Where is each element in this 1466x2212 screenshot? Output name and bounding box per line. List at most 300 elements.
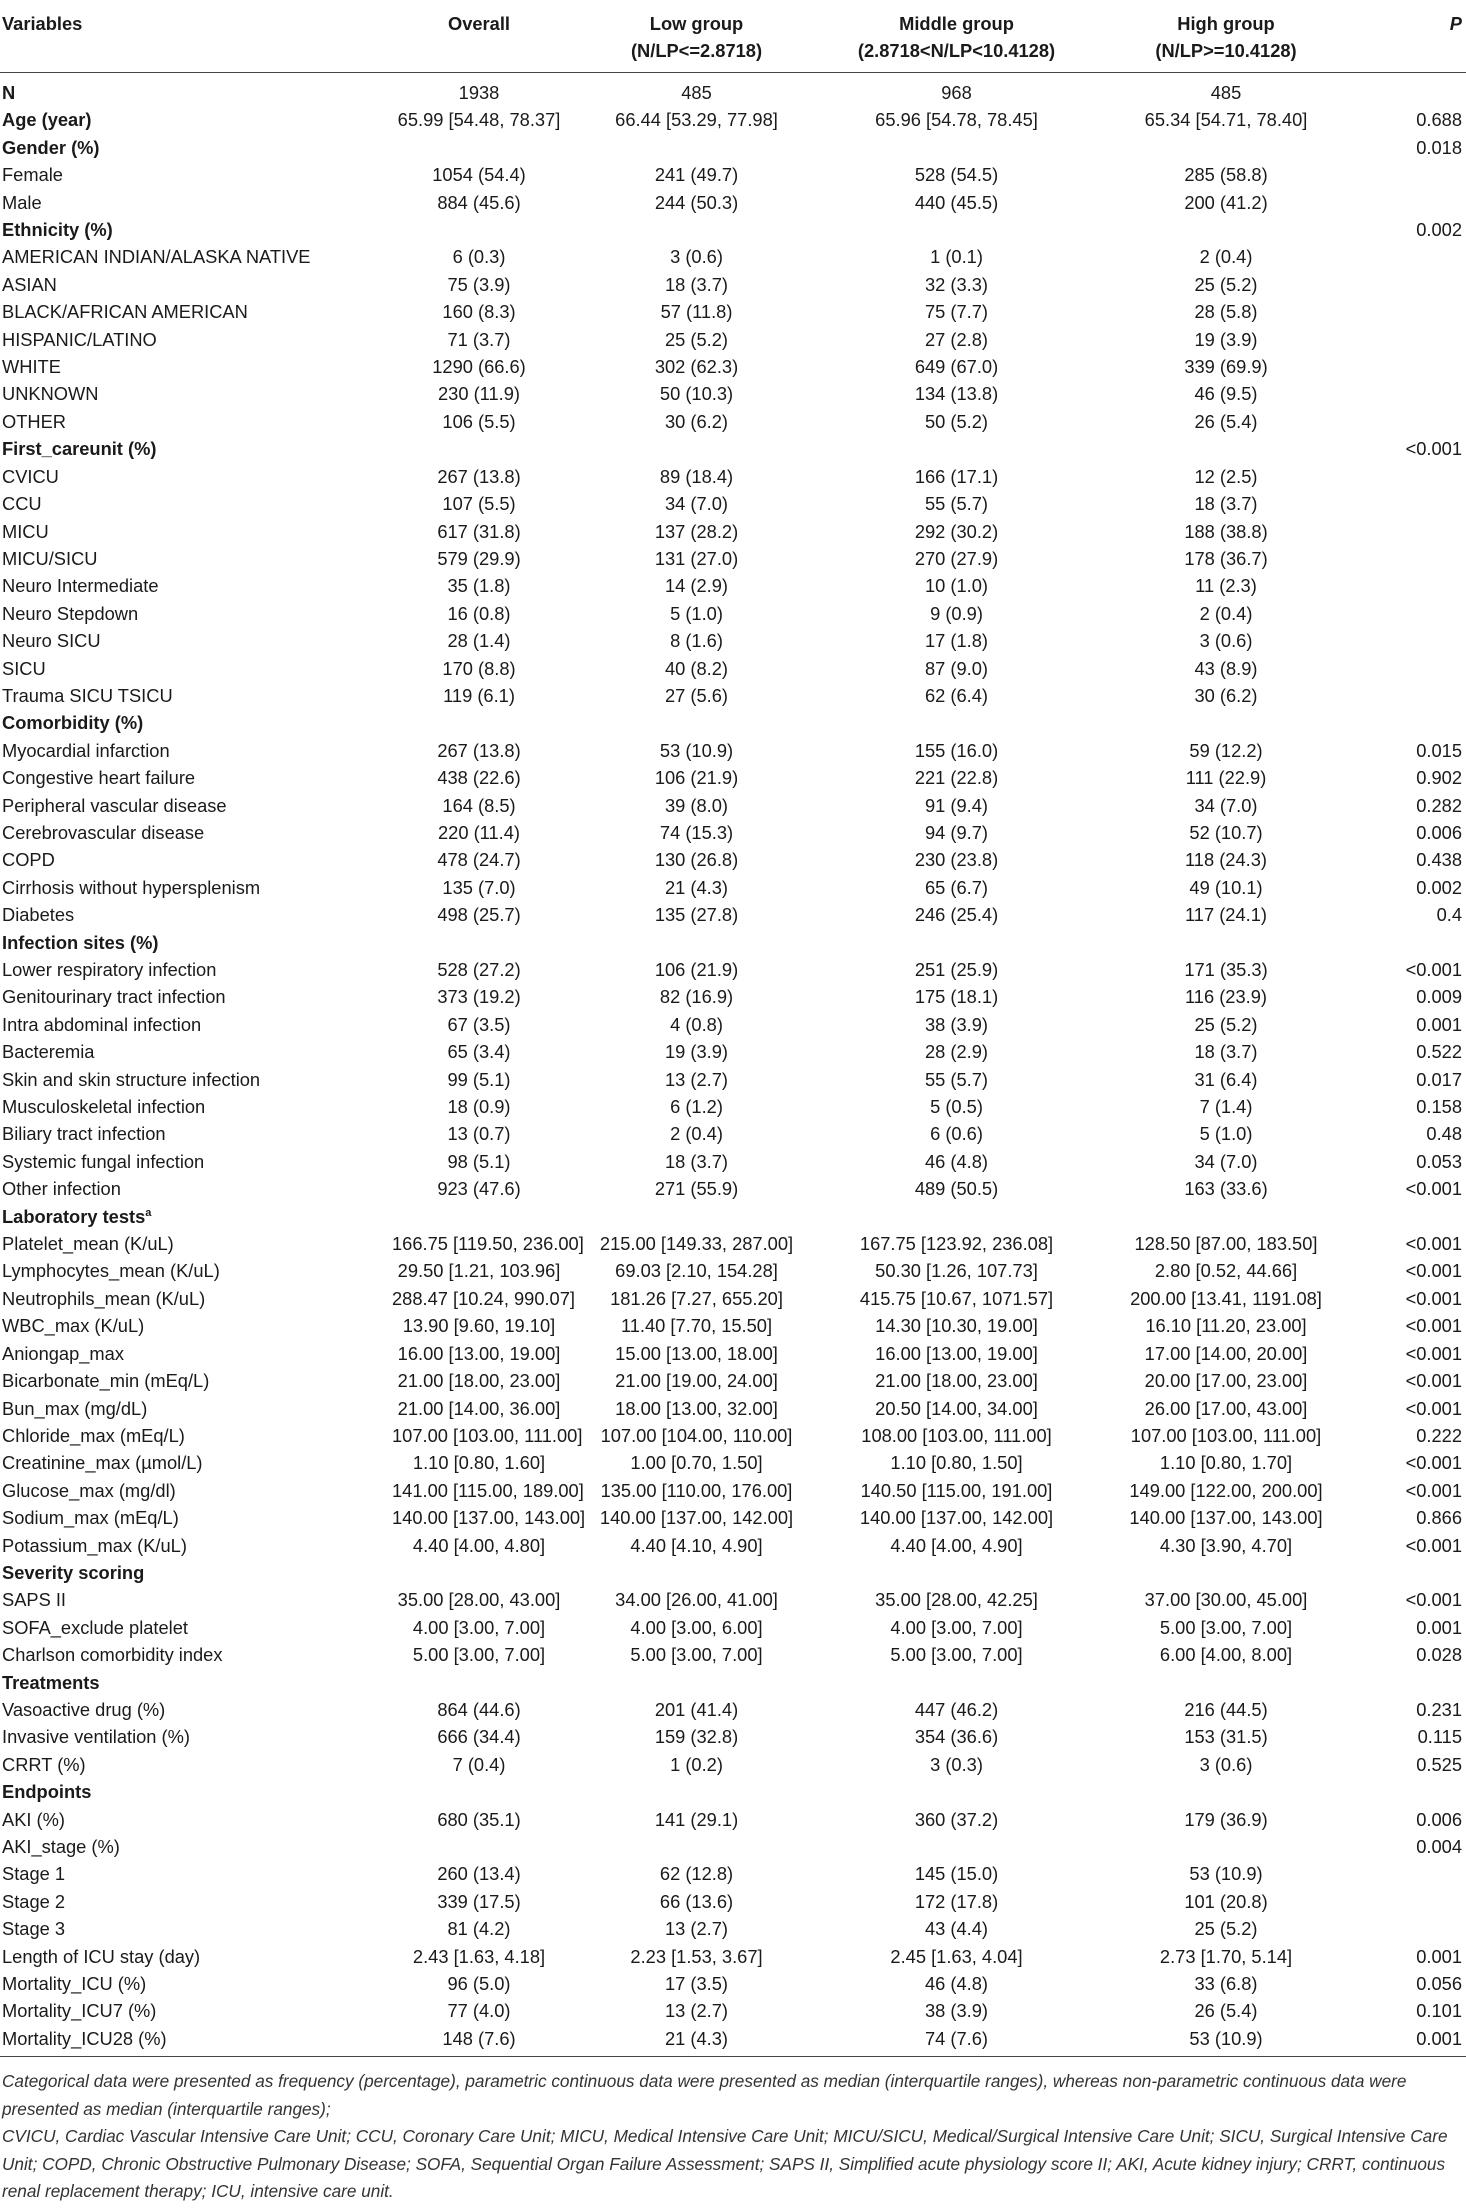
row-label: Neuro Intermediate	[2, 575, 159, 597]
cell-low-group: 302 (62.3)	[654, 356, 739, 378]
table-row	[0, 600, 1466, 627]
cell-overall: 267 (13.8)	[437, 465, 521, 487]
cell-high-group: 33 (6.8)	[1194, 1973, 1258, 1995]
cell-overall: 260 (13.4)	[437, 1863, 521, 1885]
cell-low-group: 15.00 [13.00, 18.00]	[615, 1342, 778, 1364]
cell-p-value	[1366, 243, 1466, 270]
cell-p-value: 0.018	[1416, 136, 1462, 158]
row-label: Trauma SICU TSICU	[2, 684, 173, 706]
cell-high-group	[1086, 435, 1366, 462]
cell-overall: 864 (44.6)	[437, 1698, 521, 1720]
cell-low-group: 66 (13.6)	[659, 1890, 734, 1912]
table-row	[0, 298, 1466, 325]
cell-overall	[392, 1833, 566, 1860]
cell-overall: 7 (0.4)	[452, 1753, 506, 1775]
cell-overall: 1290 (66.6)	[432, 356, 526, 378]
table-row	[0, 846, 1466, 873]
cell-p-value	[1366, 1669, 1466, 1696]
cell-low-group: 140.00 [137.00, 142.00]	[599, 1507, 794, 1529]
cell-middle-group: 5 (0.5)	[930, 1096, 983, 1118]
cell-overall: 140.00 [137.00, 143.00]	[392, 1507, 586, 1529]
row-label: Sodium_max (mEq/L)	[2, 1507, 179, 1529]
cell-middle-group: 251 (25.9)	[914, 959, 999, 980]
cell-overall: 923 (47.6)	[437, 1178, 521, 1200]
cell-middle-group: 32 (3.3)	[924, 273, 988, 295]
table-row	[0, 1285, 1466, 1312]
cell-overall: 81 (4.2)	[447, 1918, 511, 1940]
table-row	[0, 956, 1466, 983]
cell-p-value: 0.004	[1416, 1836, 1462, 1857]
table-row	[0, 901, 1466, 928]
cell-low-group: 89 (18.4)	[659, 465, 734, 487]
cell-high-group: 200 (41.2)	[1184, 191, 1268, 213]
cell-low-group: 141 (29.1)	[654, 1808, 739, 1830]
cell-low-group: 106 (21.9)	[654, 767, 739, 789]
cell-p-value: 0.4	[1436, 904, 1462, 926]
row-label: Congestive heart failure	[2, 767, 196, 789]
cell-middle-group: 9 (0.9)	[930, 602, 983, 624]
cell-overall	[392, 134, 566, 161]
cell-p-value: <0.001	[1405, 1589, 1462, 1611]
cell-low-group: 135.00 [110.00, 176.00]	[600, 1479, 793, 1501]
row-label: Stage 2	[2, 1890, 66, 1912]
cell-low-group	[566, 1833, 827, 1860]
cell-p-value	[1366, 463, 1466, 490]
cell-high-group: 2.80 [0.52, 44.66]	[1154, 1260, 1298, 1282]
cell-overall: 680 (35.1)	[437, 1808, 521, 1830]
cell-low-group: 50 (10.3)	[659, 383, 734, 405]
cell-overall: 498 (25.7)	[437, 904, 521, 926]
row-label: Cerebrovascular disease	[2, 821, 205, 843]
cell-overall: 220 (11.4)	[438, 821, 520, 843]
row-label: Endpoints	[2, 1781, 92, 1803]
cell-middle-group: 6 (0.6)	[930, 1123, 983, 1145]
header-variables: Variables	[0, 0, 392, 73]
cell-p-value	[1366, 73, 1466, 107]
table-row	[0, 243, 1466, 270]
footnote-abbreviations: CVICU, Cardiac Vascular Intensive Care Unit; CCU, Coronary Care Unit; MICU, Medical Intensive Care Unit; MICU/SICU, Medical/Surgical Intensive Care Unit; SICU, Surgical Intensive Care Unit; COPD, Chronic Obstructive Pulmonary Disease; SOFA, Sequential Organ Failure Assessment; SAPS II, Simplified acute physiology score II; AKI, Acute kidney injury; CRRT, continuous renal replacement therapy; ICU, intensive care unit.	[2, 2126, 1448, 2201]
row-label: UNKNOWN	[2, 383, 99, 405]
cell-middle-group	[827, 216, 1086, 243]
table-row	[0, 353, 1466, 380]
cell-low-group: 30 (6.2)	[664, 410, 728, 432]
cell-middle-group: 65.96 [54.78, 78.45]	[875, 109, 1038, 131]
cell-overall: 4.40 [4.00, 4.80]	[412, 1534, 546, 1556]
cell-high-group	[1086, 1559, 1366, 1586]
cell-low-group: 159 (32.8)	[654, 1726, 739, 1748]
cell-high-group: 171 (35.3)	[1184, 959, 1268, 980]
cell-middle-group: 75 (7.7)	[924, 301, 988, 323]
cell-low-group: 18 (3.7)	[664, 1150, 728, 1172]
cell-p-value: <0.001	[1405, 1534, 1462, 1556]
cell-middle-group	[827, 435, 1086, 462]
table-row	[0, 545, 1466, 572]
cell-high-group: 200.00 [13.41, 1191.08]	[1130, 1287, 1322, 1309]
cell-middle-group: 447 (46.2)	[914, 1698, 999, 1720]
table-row	[0, 1641, 1466, 1668]
cell-overall: 29.50 [1.21, 103.96]	[397, 1260, 561, 1282]
row-label: Aniongap_max	[2, 1342, 124, 1364]
table-row	[0, 929, 1466, 956]
table-row	[0, 134, 1466, 161]
cell-middle-group	[827, 1669, 1086, 1696]
row-label: Laboratory tests$^a$	[2, 1205, 152, 1227]
row-label: Chloride_max (mEq/L)	[2, 1424, 185, 1446]
cell-high-group: 153 (31.5)	[1184, 1726, 1268, 1748]
cell-high-group	[1086, 929, 1366, 956]
row-label: AKI (%)	[2, 1808, 65, 1830]
cell-low-group: 25 (5.2)	[664, 328, 728, 350]
row-label: N	[2, 82, 16, 103]
cell-low-group: 69.03 [2.10, 154.28]	[615, 1260, 778, 1282]
table-row	[0, 1751, 1466, 1778]
cell-high-group: 59 (12.2)	[1189, 739, 1263, 761]
cell-low-group: 1 (0.2)	[670, 1753, 723, 1775]
cell-p-value: 0.053	[1416, 1150, 1462, 1172]
row-label: Musculoskeletal infection	[2, 1096, 206, 1118]
cell-p-value	[1366, 1203, 1466, 1230]
cell-p-value: 0.866	[1416, 1507, 1462, 1529]
table-row	[0, 627, 1466, 654]
cell-middle-group: 46 (4.8)	[924, 1973, 988, 1995]
cell-middle-group: 28 (2.9)	[924, 1041, 988, 1063]
table-row	[0, 1449, 1466, 1476]
row-label: MICU	[2, 520, 49, 542]
table-row	[0, 1806, 1466, 1833]
cell-middle-group: 649 (67.0)	[914, 356, 999, 378]
row-label: Biliary tract infection	[2, 1123, 166, 1145]
cell-overall: 164 (8.5)	[442, 794, 516, 816]
row-label: HISPANIC/LATINO	[2, 328, 157, 350]
table-row	[0, 106, 1466, 133]
cell-low-group: 4.40 [4.10, 4.90]	[630, 1534, 763, 1556]
cell-low-group: 4.00 [3.00, 6.00]	[630, 1616, 763, 1638]
header-p-value: P	[1366, 0, 1466, 73]
table-row	[0, 1367, 1466, 1394]
cell-overall	[392, 1669, 566, 1696]
row-label: Systemic fungal infection	[2, 1150, 205, 1172]
table-row	[0, 1120, 1466, 1147]
cell-middle-group	[827, 1778, 1086, 1805]
cell-high-group: 11 (2.3)	[1195, 575, 1257, 597]
cell-overall: 96 (5.0)	[447, 1973, 511, 1995]
table-row	[0, 161, 1466, 188]
table-row	[0, 435, 1466, 462]
table-row	[0, 1970, 1466, 1997]
row-label: COPD	[2, 849, 55, 871]
cell-p-value: 0.282	[1416, 794, 1462, 816]
table-row	[0, 1340, 1466, 1367]
row-label: WBC_max (K/uL)	[2, 1315, 145, 1337]
cell-high-group: 5 (1.0)	[1199, 1123, 1253, 1145]
cell-high-group: 28 (5.8)	[1194, 301, 1258, 323]
cell-middle-group: 440 (45.5)	[914, 191, 999, 213]
cell-low-group	[566, 1669, 827, 1696]
cell-overall: 75 (3.9)	[447, 273, 511, 295]
table-row	[0, 1093, 1466, 1120]
cell-low-group: 6 (1.2)	[670, 1096, 723, 1118]
cell-high-group: 26 (5.4)	[1194, 2000, 1258, 2022]
cell-high-group: 18 (3.7)	[1194, 493, 1258, 515]
row-label: ASIAN	[2, 273, 57, 295]
row-label: Glucose_max (mg/dl)	[2, 1479, 176, 1501]
cell-p-value: <0.001	[1405, 1287, 1462, 1309]
row-label: Stage 1	[2, 1863, 66, 1885]
row-label: Infection sites (%)	[2, 931, 159, 953]
cell-middle-group: 415.75 [10.67, 1071.57]	[859, 1287, 1054, 1309]
cell-p-value: 0.158	[1416, 1096, 1462, 1118]
cell-low-group: 2.23 [1.53, 3.67]	[630, 1945, 763, 1967]
cell-high-group: 485	[1210, 82, 1242, 103]
cell-overall: 166.75 [119.50, 236.00]	[392, 1233, 584, 1255]
cell-low-group: 106 (21.9)	[654, 959, 739, 980]
cell-high-group: 19 (3.9)	[1194, 328, 1258, 350]
cell-overall: 160 (8.3)	[442, 301, 516, 323]
cell-low-group: 5.00 [3.00, 7.00]	[630, 1644, 763, 1666]
cell-low-group: 82 (16.9)	[659, 986, 734, 1008]
cell-middle-group: 134 (13.8)	[914, 383, 999, 405]
cell-low-group: 34.00 [26.00, 41.00]	[615, 1589, 778, 1611]
cell-low-group: 485	[681, 82, 712, 103]
cell-middle-group: 172 (17.8)	[914, 1890, 999, 1912]
cell-high-group: 101 (20.8)	[1184, 1890, 1268, 1912]
cell-middle-group: 167.75 [123.92, 236.08]	[859, 1233, 1054, 1255]
cell-overall: 2.43 [1.63, 4.18]	[412, 1945, 546, 1967]
cell-middle-group: 62 (6.4)	[924, 684, 988, 706]
cell-middle-group: 528 (54.5)	[914, 164, 999, 186]
cell-high-group: 128.50 [87.00, 183.50]	[1134, 1233, 1318, 1255]
row-label: Other infection	[2, 1178, 121, 1200]
cell-overall: 373 (19.2)	[437, 986, 521, 1008]
cell-high-group: 107.00 [103.00, 111.00]	[1130, 1424, 1322, 1446]
cell-middle-group: 230 (23.8)	[914, 849, 999, 871]
cell-middle-group: 108.00 [103.00, 111.00]	[861, 1424, 1052, 1446]
cell-p-value: <0.001	[1405, 1370, 1462, 1392]
table-row	[0, 1504, 1466, 1531]
cell-high-group: 216 (44.5)	[1184, 1698, 1268, 1720]
cell-low-group: 8 (1.6)	[670, 630, 723, 652]
cell-p-value	[1366, 1778, 1466, 1805]
cell-p-value: 0.002	[1416, 876, 1462, 898]
cell-p-value	[1366, 189, 1466, 216]
cell-high-group: 140.00 [137.00, 143.00]	[1129, 1507, 1323, 1529]
cell-overall: 135 (7.0)	[442, 876, 516, 898]
cell-low-group: 13 (2.7)	[664, 1068, 728, 1090]
cell-p-value: 0.015	[1416, 739, 1462, 761]
table-row	[0, 1833, 1466, 1860]
cell-middle-group: 10 (1.0)	[924, 575, 988, 597]
row-label: Neutrophils_mean (K/uL)	[2, 1287, 206, 1309]
cell-p-value: 0.101	[1416, 2000, 1462, 2022]
cell-overall	[392, 216, 566, 243]
cell-p-value	[1366, 353, 1466, 380]
cell-overall: 16.00 [13.00, 19.00]	[397, 1342, 561, 1364]
cell-low-group: 241 (49.7)	[654, 164, 739, 186]
cell-p-value	[1366, 1888, 1466, 1915]
table-row	[0, 1011, 1466, 1038]
table-row	[0, 682, 1466, 709]
cell-overall: 119 (6.1)	[443, 684, 515, 706]
table-row	[0, 1257, 1466, 1284]
cell-middle-group: 140.50 [115.00, 191.00]	[860, 1479, 1053, 1501]
row-label: Genitourinary tract infection	[2, 986, 226, 1008]
row-label: Male	[2, 191, 42, 213]
header-row	[0, 0, 1466, 73]
cell-low-group: 13 (2.7)	[664, 2000, 728, 2022]
cell-middle-group: 50 (5.2)	[924, 410, 988, 432]
cell-p-value: 0.522	[1416, 1041, 1462, 1063]
cell-middle-group: 1.10 [0.80, 1.50]	[890, 1452, 1023, 1474]
cell-low-group: 18 (3.7)	[664, 273, 728, 295]
cell-high-group: 20.00 [17.00, 23.00]	[1144, 1370, 1308, 1392]
cell-overall	[392, 929, 566, 956]
cell-overall: 35.00 [28.00, 43.00]	[397, 1589, 561, 1611]
table-row	[0, 764, 1466, 791]
cell-overall: 666 (34.4)	[437, 1726, 521, 1748]
cell-overall: 16 (0.8)	[447, 602, 511, 624]
table-row	[0, 408, 1466, 435]
cell-middle-group	[827, 1833, 1086, 1860]
cell-p-value: 0.525	[1416, 1753, 1462, 1775]
table-row	[0, 737, 1466, 764]
row-label: CRRT (%)	[2, 1753, 86, 1775]
cell-overall: 71 (3.7)	[447, 328, 511, 350]
table-row	[0, 1038, 1466, 1065]
cell-low-group: 14 (2.9)	[664, 575, 728, 597]
cell-high-group: 179 (36.9)	[1184, 1808, 1268, 1830]
cell-overall: 107.00 [103.00, 111.00]	[392, 1424, 583, 1446]
cell-middle-group	[827, 1559, 1086, 1586]
row-label: Bun_max (mg/dL)	[2, 1397, 148, 1419]
cell-middle-group: 55 (5.7)	[924, 493, 988, 515]
cell-high-group: 25 (5.2)	[1194, 1013, 1258, 1035]
cell-middle-group: 14.30 [10.30, 19.00]	[875, 1315, 1038, 1337]
cell-low-group: 40 (8.2)	[664, 657, 728, 679]
cell-p-value	[1366, 572, 1466, 599]
cell-middle-group	[827, 929, 1086, 956]
row-label: Creatinine_max (µmol/L)	[2, 1452, 203, 1474]
cell-overall: 106 (5.5)	[442, 410, 516, 432]
footnote-data-presentation: Categorical data were presented as frequency (percentage), parametric continuous data were presented as median (interquartile ranges), whereas non-parametric continuous data were presented as median (interquartile ranges);	[2, 2071, 1407, 2119]
cell-low-group: 4 (0.8)	[670, 1013, 723, 1035]
cell-overall: 141.00 [115.00, 189.00]	[392, 1479, 584, 1501]
cell-p-value: <0.001	[1405, 1233, 1462, 1255]
cell-high-group	[1086, 1203, 1366, 1230]
cell-high-group: 2 (0.4)	[1199, 602, 1253, 624]
cell-overall: 21.00 [18.00, 23.00]	[397, 1370, 561, 1392]
cell-middle-group: 2.45 [1.63, 4.04]	[890, 1945, 1023, 1967]
table-row	[0, 1888, 1466, 1915]
cell-p-value: <0.001	[1405, 1342, 1462, 1364]
table-row	[0, 819, 1466, 846]
row-label: First_careunit (%)	[2, 438, 157, 460]
cell-low-group: 5 (1.0)	[670, 602, 723, 624]
cell-high-group: 34 (7.0)	[1194, 794, 1258, 816]
cell-overall: 18 (0.9)	[447, 1096, 511, 1118]
cell-low-group	[566, 1778, 827, 1805]
cell-high-group	[1086, 1778, 1366, 1805]
cell-low-group: 2 (0.4)	[670, 1123, 723, 1145]
row-label: Lower respiratory infection	[2, 959, 217, 980]
cell-overall: 1.10 [0.80, 1.60]	[412, 1452, 546, 1474]
cell-p-value: 0.001	[1416, 1013, 1462, 1035]
header-low-group: Low group (N/LP<=2.8718)	[566, 0, 827, 73]
cell-high-group	[1086, 134, 1366, 161]
row-label: Neuro SICU	[2, 630, 101, 652]
cell-low-group: 21 (4.3)	[664, 2027, 728, 2049]
cell-overall: 1938	[458, 82, 500, 103]
cell-p-value: 0.017	[1416, 1068, 1462, 1090]
cell-overall	[392, 1778, 566, 1805]
cell-high-group: 30 (6.2)	[1194, 684, 1258, 706]
row-label: Bicarbonate_min (mEq/L)	[2, 1370, 210, 1392]
cell-overall: 579 (29.9)	[437, 547, 521, 569]
cell-low-group: 135 (27.8)	[654, 904, 739, 926]
row-label: Intra abdominal infection	[2, 1013, 202, 1035]
cell-p-value	[1366, 929, 1466, 956]
cell-p-value: 0.222	[1416, 1424, 1462, 1446]
table-row	[0, 1696, 1466, 1723]
table-row	[0, 216, 1466, 243]
table-row	[0, 1915, 1466, 1942]
cell-p-value: <0.001	[1405, 1397, 1462, 1419]
table-header	[0, 0, 1466, 73]
cell-overall: 13 (0.7)	[447, 1123, 511, 1145]
cell-high-group: 25 (5.2)	[1194, 1918, 1258, 1940]
cell-low-group	[566, 435, 827, 462]
cell-high-group: 6.00 [4.00, 8.00]	[1159, 1644, 1293, 1666]
cell-overall: 5.00 [3.00, 7.00]	[412, 1644, 546, 1666]
cell-overall	[392, 1559, 566, 1586]
cell-high-group: 34 (7.0)	[1194, 1150, 1258, 1172]
cell-p-value	[1366, 600, 1466, 627]
table-row	[0, 1312, 1466, 1339]
cell-low-group: 215.00 [149.33, 287.00]	[599, 1233, 794, 1255]
row-label: Lymphocytes_mean (K/uL)	[2, 1260, 220, 1282]
cell-middle-group: 221 (22.8)	[914, 767, 999, 789]
row-label: Neuro Stepdown	[2, 602, 139, 624]
row-label: SAPS II	[2, 1589, 67, 1611]
cell-overall	[392, 435, 566, 462]
cell-overall: 884 (45.6)	[437, 191, 521, 213]
cell-high-group: 3 (0.6)	[1199, 1753, 1253, 1775]
cell-low-group: 137 (28.2)	[654, 520, 739, 542]
cell-middle-group: 50.30 [1.26, 107.73]	[875, 1260, 1038, 1282]
cell-overall: 65.99 [54.48, 78.37]	[397, 109, 561, 131]
cell-middle-group: 3 (0.3)	[930, 1753, 983, 1775]
cell-low-group	[566, 1559, 827, 1586]
row-label: AMERICAN INDIAN/ALASKA NATIVE	[2, 246, 311, 268]
row-label: Female	[2, 164, 63, 186]
cell-overall: 4.00 [3.00, 7.00]	[412, 1616, 546, 1638]
cell-middle-group: 270 (27.9)	[914, 547, 999, 569]
cell-middle-group: 20.50 [14.00, 34.00]	[875, 1397, 1038, 1419]
cell-overall: 13.90 [9.60, 19.10]	[402, 1315, 556, 1337]
cell-overall: 65 (3.4)	[447, 1041, 511, 1063]
row-label: CVICU	[2, 465, 59, 487]
cell-middle-group: 27 (2.8)	[924, 328, 988, 350]
cell-high-group: 17.00 [14.00, 20.00]	[1144, 1342, 1308, 1364]
cell-middle-group	[827, 1203, 1086, 1230]
cell-high-group: 7 (1.4)	[1199, 1096, 1253, 1118]
row-label: SICU	[2, 657, 46, 679]
cell-overall: 267 (13.8)	[437, 739, 521, 761]
cell-p-value	[1366, 682, 1466, 709]
cell-overall: 21.00 [14.00, 36.00]	[397, 1397, 561, 1419]
table-row	[0, 326, 1466, 353]
cell-p-value: 0.009	[1416, 986, 1462, 1008]
table-row	[0, 380, 1466, 407]
